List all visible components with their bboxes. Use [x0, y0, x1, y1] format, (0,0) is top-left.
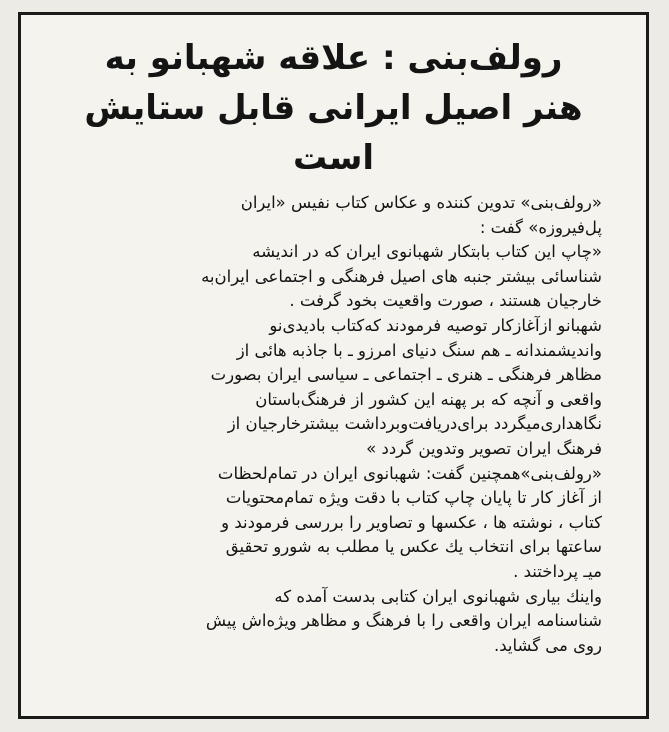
article-paragraph [47, 585, 620, 659]
text-line: پل‌فیروزه» گفت : [479, 217, 602, 237]
article-paragraph [47, 462, 620, 585]
text-line: «رولف‌بنی»همچنین گفت: شهبانوی ایران در تمام‌لحظات [217, 463, 602, 483]
article-headline [47, 33, 620, 183]
text-line: واقعی و آنچه که بر پهنه این کشور از فرهنگ‌باستان [255, 389, 602, 409]
newspaper-clipping [18, 12, 649, 719]
article-paragraph [47, 240, 620, 314]
text-line: واندیشمندانه ـ هم سنگ دنیای امرزو ـ با جاذبه هائی از [236, 340, 602, 360]
text-line: فرهنگ ایران تصویر وتدوین گردد » [366, 438, 602, 458]
article-paragraph [47, 314, 620, 462]
headline-line-2: هنر اصیل ایرانی قابل ستایش است [84, 88, 583, 178]
text-line: نگاهداری‌میگردد برای‌دریافت‌وبرداشت بیشترخارجیان از [227, 414, 602, 434]
article-body [47, 191, 620, 658]
text-line: شناسائی بیشتر جنبه های اصیل فرهنگی و اجتماعی ایران‌به [201, 266, 602, 286]
article-paragraph [47, 191, 620, 240]
headline-line-1: رولف‌بنی : علاقه شهبانو به [104, 38, 563, 78]
text-line: مظاهر فرهنگی ـ هنری ـ اجتماعی ـ سیاسی ایران بصورت [210, 365, 602, 385]
text-line: شناسنامه ایران واقعی را با فرهنگ و مظاهر ویژه‌اش پیش [205, 611, 602, 631]
text-line: ساعتها برای انتخاب یك عکس یا مطلب به شورو تحقیق [225, 537, 602, 557]
text-line: شهبانو ازآغازکار توصیه فرمودند که‌کتاب بادیدی‌نو [269, 315, 602, 335]
text-line: «رولف‌بنی» تدوین کننده و عکاس کتاب نفیس «ایران [240, 193, 602, 212]
text-line: «چاپ این کتاب بابتکار شهبانوی ایران که در اندیشه [252, 242, 602, 262]
text-line: خارجیان هستند ، صورت واقعیت بخود گرفت . [289, 291, 602, 311]
text-line: میـ پرداختند . [513, 561, 602, 581]
text-line: واینك بیاری شهبانوی ایران کتابی بدست آمده که [274, 586, 602, 606]
text-line: کتاب ، نوشته ها ، عکسها و تصاویر را بررسی فرمودند و [221, 512, 602, 532]
text-line: از آغاز کار تا پایان چاپ کتاب با دقت ویژه تمام‌محتویات [225, 488, 602, 508]
text-line: روی می گشاید. [493, 635, 602, 655]
